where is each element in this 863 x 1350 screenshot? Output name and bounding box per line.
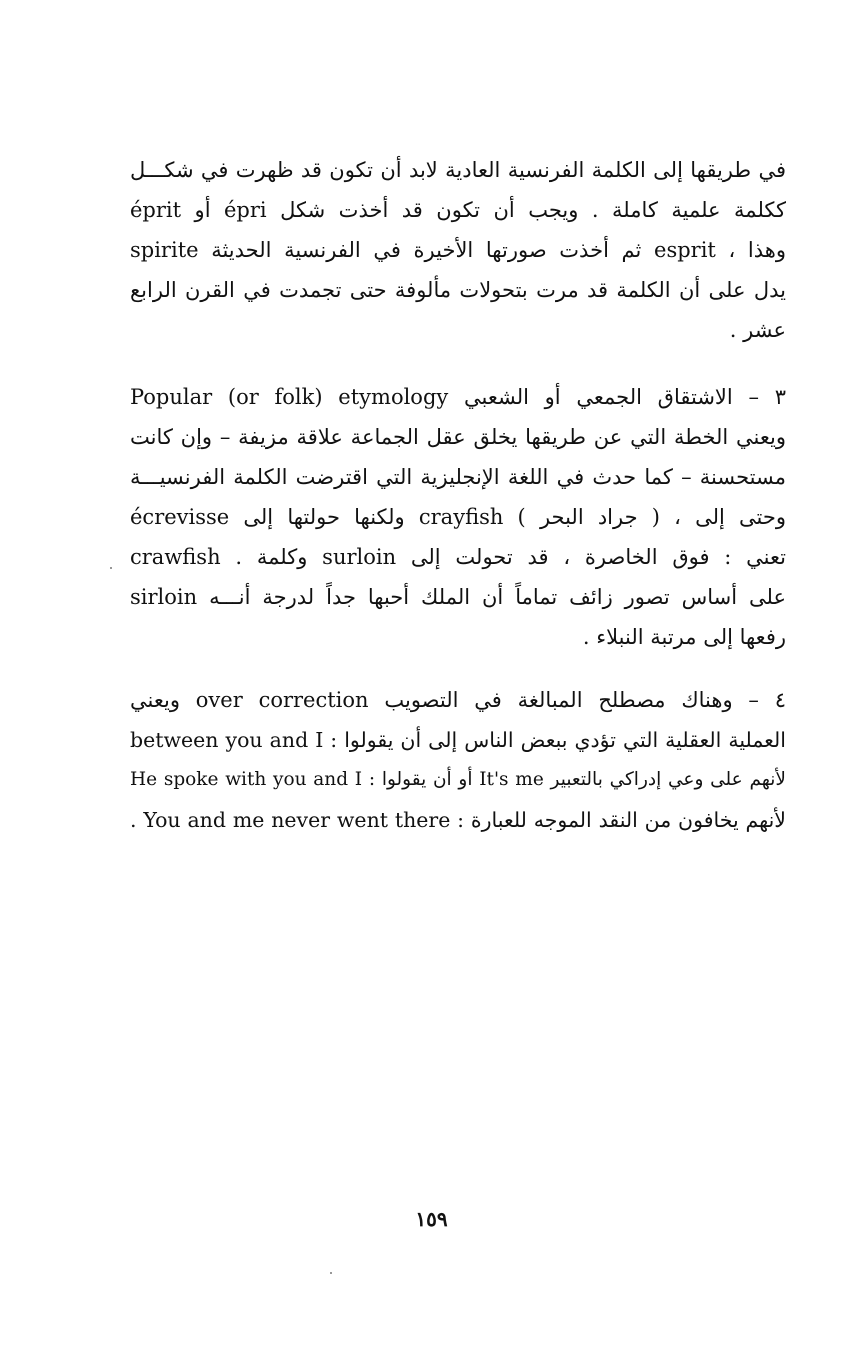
text-line: لأنهم على وعي إدراكي بالتعبير It's me أو أن يقولوا : He spoke with you and I <box>130 769 786 790</box>
text-line: spirite ثم أخذت صورتها الأخيرة في الفرنسية الحديثة esprit ، وهذا <box>130 238 786 262</box>
text-line: يدل على أن الكلمة قد مرت بتحولات مألوفة حتى تجمدت في القرن الرابع <box>130 278 786 302</box>
text-line: العملية العقلية التي تؤدي ببعض الناس إلى أن يقولوا : between you and I <box>130 728 786 752</box>
text-line: في طريقها إلى الكلمة الفرنسية العادية لابد أن تكون قد ظهرت في شكـــل <box>130 158 786 182</box>
text-line: crawfish . وكلمة surloin تعني : فوق الخاصرة ، قد تحولت إلى <box>130 545 786 569</box>
text-line: ويعني الخطة التي عن طريقها يخلق عقل الجماعة علاقة مزيفة – وإن كانت <box>130 425 786 449</box>
text-line: écrevisse ولكنها حولتها إلى crayfish ( جراد البحر ) ، وحتى إلى <box>130 505 786 529</box>
scan-speck <box>110 567 112 569</box>
scan-speck <box>330 1272 332 1274</box>
text-line: عشر . <box>729 318 786 342</box>
text-line: لأنهم يخافون من النقد الموجه للعبارة : You and me never went there . <box>130 808 786 832</box>
text-line: sirloin على أساس تصور زائف تماماً أن الملك أحبها جداً لدرجة أنـــه <box>130 585 786 609</box>
text-line: ٣ – الاشتقاق الجمعي أو الشعبي Popular (or folk) etymology <box>130 385 786 409</box>
text-line: رفعها إلى مرتبة النبلاء . <box>582 625 786 649</box>
text-line: مستحسنة – كما حدث في اللغة الإنجليزية التي اقترضت الكلمة الفرنسيـــة <box>130 465 786 489</box>
page-number: ١٥٩ <box>415 1207 448 1231</box>
text-line: éprit أو épri ككلمة علمية كاملة . ويجب أن تكون قد أخذت شكل <box>130 198 786 222</box>
text-line: ٤ – وهناك مصطلح المبالغة في التصويب over correction ويعني <box>130 688 786 712</box>
